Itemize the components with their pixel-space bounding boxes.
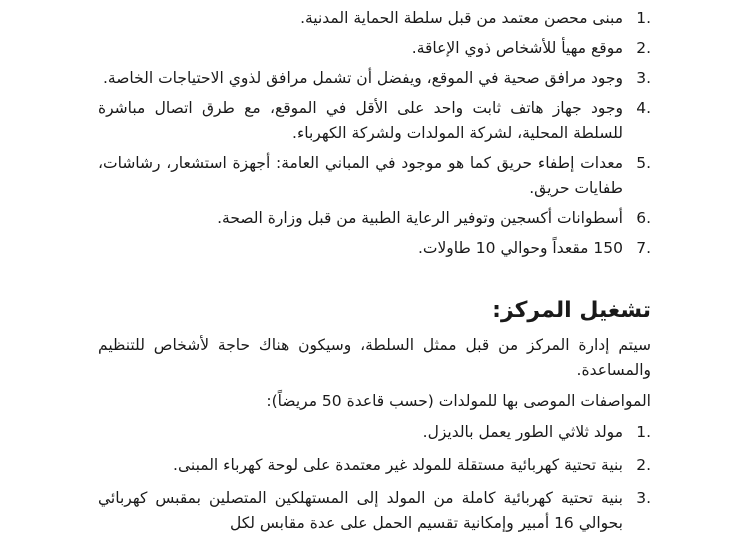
list-number: .7 (636, 239, 651, 257)
list-text: موقع مهيأ للأشخاص ذوي الإعاقة. (411, 39, 623, 57)
list-text: مولد ثلاثي الطور يعمل بالديزل. (422, 423, 623, 441)
list-number: .3 (636, 69, 651, 87)
specs-intro: المواصفات الموصى بها للمولدات (حسب قاعدة 50 مريضاً): (266, 392, 651, 410)
list-number: .2 (636, 39, 651, 57)
list-item (98, 236, 651, 261)
list-text: وجود مرافق صحية في الموقع، ويفضل أن تشمل مرافق لذوي الاحتياجات الخاصة. (103, 69, 623, 87)
list-text: 150 مقعداً وحوالي 10 طاولات. (417, 239, 623, 257)
list-item (98, 453, 651, 478)
list-item (98, 420, 651, 445)
requirements-list (98, 6, 651, 261)
list-text: معدات إطفاء حريق كما هو موجود في المباني العامة: أجهزة استشعار، رشاشات، طفايات حريق. (98, 154, 623, 197)
list-text: مبنى محصن معتمد من قبل سلطة الحماية المدنية. (300, 9, 623, 27)
list-item (98, 486, 651, 536)
list-number: .6 (636, 209, 651, 227)
list-number: .1 (636, 423, 651, 441)
list-item (98, 151, 651, 201)
list-number: .2 (636, 456, 651, 474)
list-text: بنية تحتية كهربائية كاملة من المولد إلى المستهلكين المتصلين بمقبس كهربائي بحوالي 16 أمبير وإمكانية تقسيم الحمل على عدة مقابس لكل (98, 489, 623, 532)
list-item (98, 206, 651, 231)
list-text: وجود جهاز هاتف ثابت واحد على الأقل في الموقع، مع طرق اتصال مباشرة للسلطة المحلية، لشركة المولدات ولشركة الكهرباء. (98, 99, 623, 142)
list-text: أسطوانات أكسجين وتوفير الرعاية الطبية من قبل وزارة الصحة. (217, 209, 623, 227)
generator-specs-list (98, 420, 651, 536)
list-item (98, 66, 651, 91)
list-text: بنية تحتية كهربائية مستقلة للمولد غير معتمدة على لوحة كهرباء المبنى. (173, 456, 623, 474)
list-number: .1 (636, 9, 651, 27)
operation-paragraph: سيتم إدارة المركز من قبل ممثل السلطة، وسيكون هناك حاجة لأشخاص للتنظيم والمساعدة. (98, 336, 651, 379)
list-item (98, 36, 651, 61)
list-item (98, 6, 651, 31)
list-item (98, 96, 651, 146)
list-number: .3 (636, 489, 651, 507)
section-heading: تشغيل المركز: (492, 298, 651, 323)
list-number: .4 (636, 99, 651, 117)
list-number: .5 (636, 154, 651, 172)
